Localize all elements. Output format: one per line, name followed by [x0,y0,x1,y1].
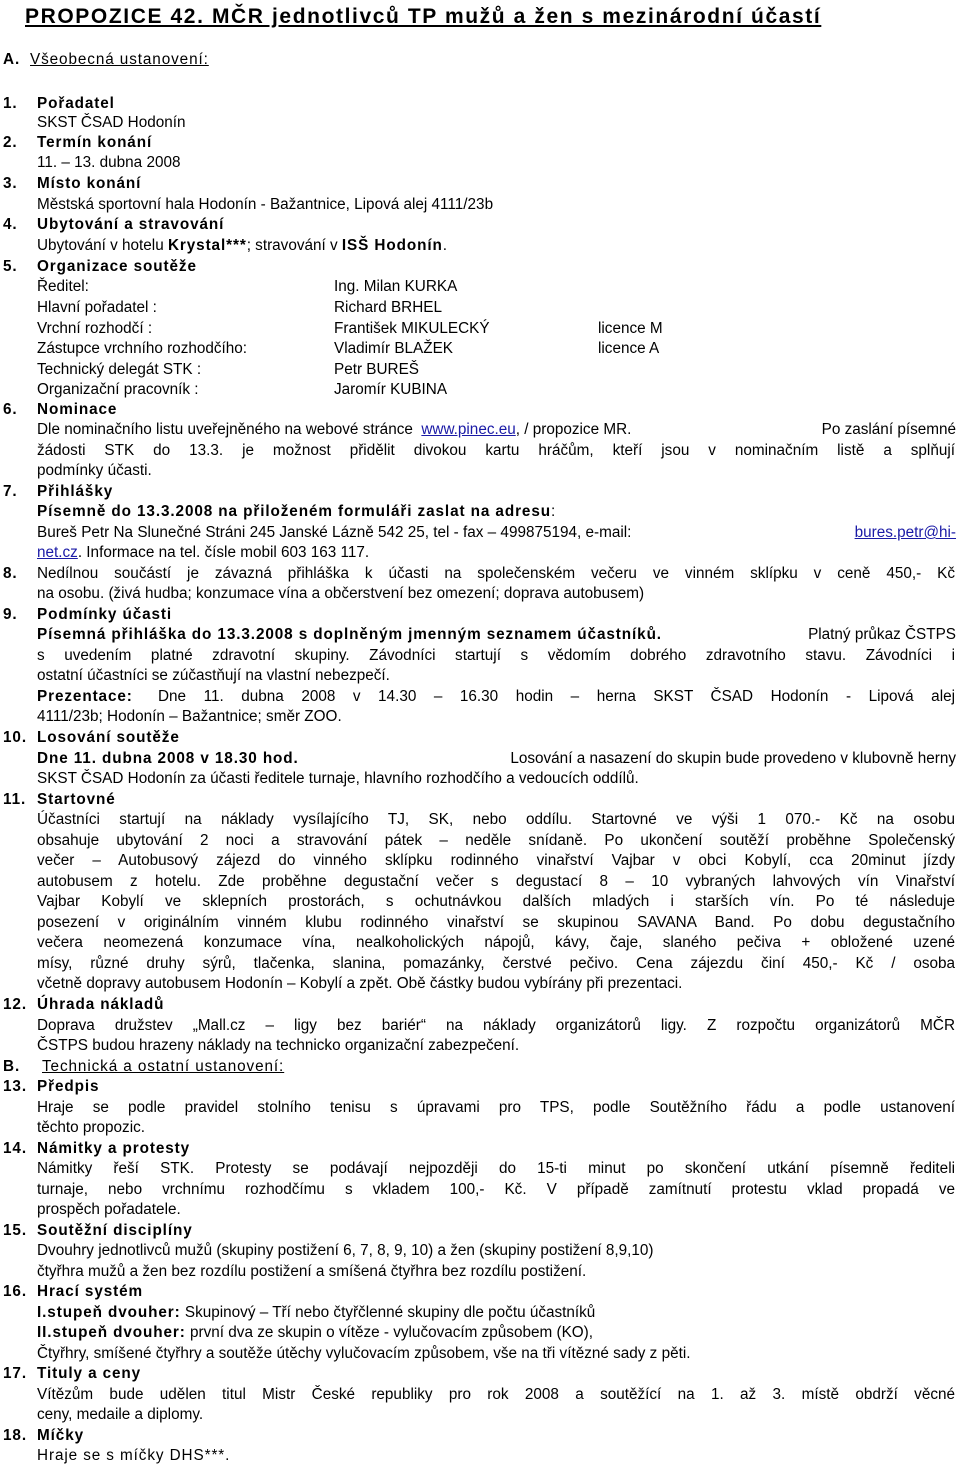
fee-line: posezení v originálním vinném klubu rodinného vinařství se skupinou SAVANA Band. Po dobu degustačního [37,914,955,931]
item-number: 2. [3,134,18,151]
protest-line-1: Námitky řeší STK. Protesty se podávají nejpozději do 15-ti minut po skončení utkání písemně řediteli [37,1160,955,1177]
item-heading: Tituly a ceny [37,1365,142,1382]
org-name: Vladimír BLAŽEK [334,340,454,357]
item-heading: Předpis [37,1078,100,1095]
titles-line-1: Vítězům bude udělen titul Mistr České republiky pro rok 2008 a soutěžící na 1. až 3. místě obdrží věcné [37,1386,955,1403]
balls-line: Hraje se s míčky DHS***. [37,1447,231,1464]
item-number: 10. [3,729,27,746]
org-role: Hlavní pořadatel : [37,299,157,316]
item-heading: Pořadatel [37,95,115,112]
section-b-label: B. [3,1058,21,1075]
fee-line: večer – Autobusový zájezd do vinného sklípku rodinného vinařství Vajbar v obci Kobylí, cca 20minut jízdy [37,852,955,869]
org-role: Ředitel: [37,278,89,295]
item-number: 6. [3,401,18,418]
item-number: 8. [3,565,18,582]
nomination-line-2: žádosti STK do 13.3. je možnost přidělit divokou kartu hráčům, kteří jsou v nominačním listě a splňují [37,442,955,459]
org-name: Richard BRHEL [334,299,442,316]
fee-line: autobusem z hotelu. Zde proběhne degustační večer s degustací 8 – 10 vybraných lahvových vín Vinařství [37,873,955,890]
item-number: 14. [3,1140,27,1157]
org-role: Zástupce vrchního rozhodčího: [37,340,248,357]
nomination-line-1-end: Po zaslání písemné [821,421,956,438]
nomination-line-1: Dle nominačního listu uveřejněného na webové stránce www.pinec.eu, / propozice MR. [37,421,632,438]
item-heading: Podmínky účasti [37,606,173,623]
conditions-bold: Písemná přihláška do 13.3.2008 s doplněným jmenným seznamem účastníků. [37,626,662,643]
item-number: 18. [3,1427,27,1444]
draw-line-2: SKST ČSAD Hodonín za účasti ředitele turnaje, hlavního rozhodčího a vedoucích oddílů. [37,770,639,787]
date-text: 11. – 13. dubna 2008 [37,154,181,171]
rules-line-2: těchto propozic. [37,1119,145,1136]
item-number: 1. [3,95,18,112]
fee-line: večera neomezená konzumace vína, nealkoholických nápojů, kávy, čaje, slaného pečiva + obložené uzené [37,934,955,951]
email-link-part-1[interactable]: bures.petr@hi- [854,524,956,541]
section-a-label: A. [3,51,21,68]
titles-line-2: ceny, medaile a diplomy. [37,1406,204,1423]
section-a-heading: Všeobecná ustanovení: [30,51,209,68]
conditions-line-3: ostatní účastníci se zúčastňují na vlastní nebezpečí. [37,667,390,684]
org-role: Organizační pracovník : [37,381,199,398]
item-heading: Místo konání [37,175,142,192]
item-heading: Startovné [37,791,116,808]
item-number: 5. [3,258,18,275]
fee-line: Vajbar Kobylí ve sklepních prostorách, s ochutnávkou dalších mladých i starších vín. Po té následuje [37,893,955,910]
conditions-line-2: s uvedením platné zdravotní skupiny. Závodníci startují s vědomím dobrého zdravotního stavu. Závodníci i [37,647,955,664]
item-heading: Přihlášky [37,483,114,500]
disciplines-line-2: čtyřhra mužů a žen bez rozdílu postižení a smíšená čtyřhra bez rozdílu postižení. [37,1263,587,1280]
item-heading: Úhrada nákladů [37,996,165,1013]
draw-line-1-end: Losování a nasazení do skupin bude provedeno v klubovně herny [510,750,956,767]
item-number: 17. [3,1365,27,1382]
org-licence: licence M [598,320,663,337]
organizer-text: SKST ČSAD Hodonín [37,114,186,131]
item-heading: Losování soutěže [37,729,180,746]
protest-line-3: prospěch pořadatele. [37,1201,181,1218]
section-b-heading: Technická a ostatní ustanovení: [42,1058,285,1075]
item-number: 3. [3,175,18,192]
costs-line-1: Doprava družstev „Mall.cz – ligy bez bariér“ na náklady organizátorů ligy. Z rozpočtu organizátorů MČR [37,1017,955,1034]
pinec-link[interactable]: www.pinec.eu [421,421,516,438]
org-licence: licence A [598,340,660,357]
draw-date: Dne 11. dubna 2008 v 18.30 hod. [37,750,299,767]
item-heading: Míčky [37,1427,85,1444]
item-heading: Hrací systém [37,1283,144,1300]
venue-text: Městská sportovní hala Hodonín - Bažantnice, Lipová alej 4111/23b [37,196,494,213]
org-role: Technický delegát STK : [37,361,202,378]
item-number: 13. [3,1078,27,1095]
costs-line-2: ČSTPS budou hrazeny náklady na technicko organizační zabezpečení. [37,1037,520,1054]
item-number: 15. [3,1222,27,1239]
fee-line: včetně dopravy autobusem Hodonín – Kobylí a zpět. Obě částky budou vybírány při prezentaci. [37,975,683,992]
org-name: Petr BUREŠ [334,361,420,378]
org-name: Ing. Milan KURKA [334,278,458,295]
rules-line-1: Hraje se podle pravidel stolního tenisu s úpravami pro TPS, podle Soutěžního řádu a podle ustanovení [37,1099,955,1116]
fee-line: mísy, různé druhy sýrů, tlačenka, slanina, pomazánky, čerstvé pečivo. Cena zájezdu činí 450,- Kč / osoba [37,955,955,972]
contact-line: net.cz. Informace na tel. čísle mobil 603 163 117. [37,544,370,561]
protest-line-2: turnaje, nebo vrchnímu rozhodčímu s vkladem 100,- Kč. V případě zamítnutí protestu vklad propadá ve [37,1181,955,1198]
conditions-line-1-end: Platný průkaz ČSTPS [808,626,956,643]
item-heading: Soutěžní disciplíny [37,1222,193,1239]
item-number: 7. [3,483,18,500]
presentation-line: Dne 11. dubna 2008 v 14.30 – 16.30 hodin – herna SKST ČSAD Hodonín - Lipová alej [158,688,955,705]
presentation-address: 4111/23b; Hodonín – Bažantnice; směr ZOO. [37,708,342,725]
org-role: Vrchní rozhodčí : [37,320,153,337]
fee-line: Účastníci startují na náklady vysílajícího TJ, SK, nebo oddílu. Startovné ve výši 1 070.- Kč na osobu [37,811,955,828]
item-number: 11. [3,791,27,808]
email-link-part-2[interactable]: net.cz [37,544,78,561]
item-heading: Termín konání [37,134,153,151]
nomination-line-3: podmínky účasti. [37,462,152,479]
org-name: Jaromír KUBINA [334,381,448,398]
item-number: 16. [3,1283,27,1300]
item-heading: Námitky a protesty [37,1140,191,1157]
system-line-3: Čtyřhry, smíšené čtyřhry a soutěže útěchy vylučovacím způsobem, vše na tři vítězné sady z pěti. [37,1345,691,1362]
item-heading: Nominace [37,401,118,418]
address-line: Bureš Petr Na Slunečné Stráni 245 Janské Lázně 542 25, tel - fax – 499875194, e-mail: [37,524,632,541]
item-heading: Organizace soutěže [37,258,197,275]
accommodation-text: Ubytování v hotelu Krystal***; stravování v ISŠ Hodonín. [37,237,447,254]
fee-line: obsahuje ubytování 2 noci a stravování pátek – neděle snídaně. Po ukončení soutěží proběhne Společenský [37,832,955,849]
disciplines-line-1: Dvouhry jednotlivců mužů (skupiny postižení 6, 7, 8, 9, 10) a žen (skupiny postižení 8,9,10) [37,1242,654,1259]
system-line-1: I.stupeň dvouher: Skupinový – Tří nebo čtyřčlenné skupiny dle počtu účastníků [37,1304,596,1321]
item-number: 12. [3,996,27,1013]
presentation-label: Prezentace: [37,688,133,705]
application-deadline: Písemně do 13.3.2008 na přiloženém formuláři zaslat na adresu: [37,503,557,520]
item-number: 9. [3,606,18,623]
system-line-2: II.stupeň dvouher: první dva ze skupin o vítěze - vylučovacím způsobem (KO), [37,1324,594,1341]
document-title: PROPOZICE 42. MČR jednotlivců TP mužů a žen s mezinárodní účastí [25,5,822,28]
social-evening-line-2: na osobu. (živá hudba; konzumace vína a občerstvení bez omezení; doprava autobusem) [37,585,645,602]
org-name: František MIKULECKÝ [334,320,490,337]
social-evening-line-1: Nedílnou součástí je závazná přihláška k účasti na společenském večeru ve vinném sklípku v ceně 450,- Kč [37,565,955,582]
item-heading: Ubytování a stravování [37,216,225,233]
item-number: 4. [3,216,18,233]
